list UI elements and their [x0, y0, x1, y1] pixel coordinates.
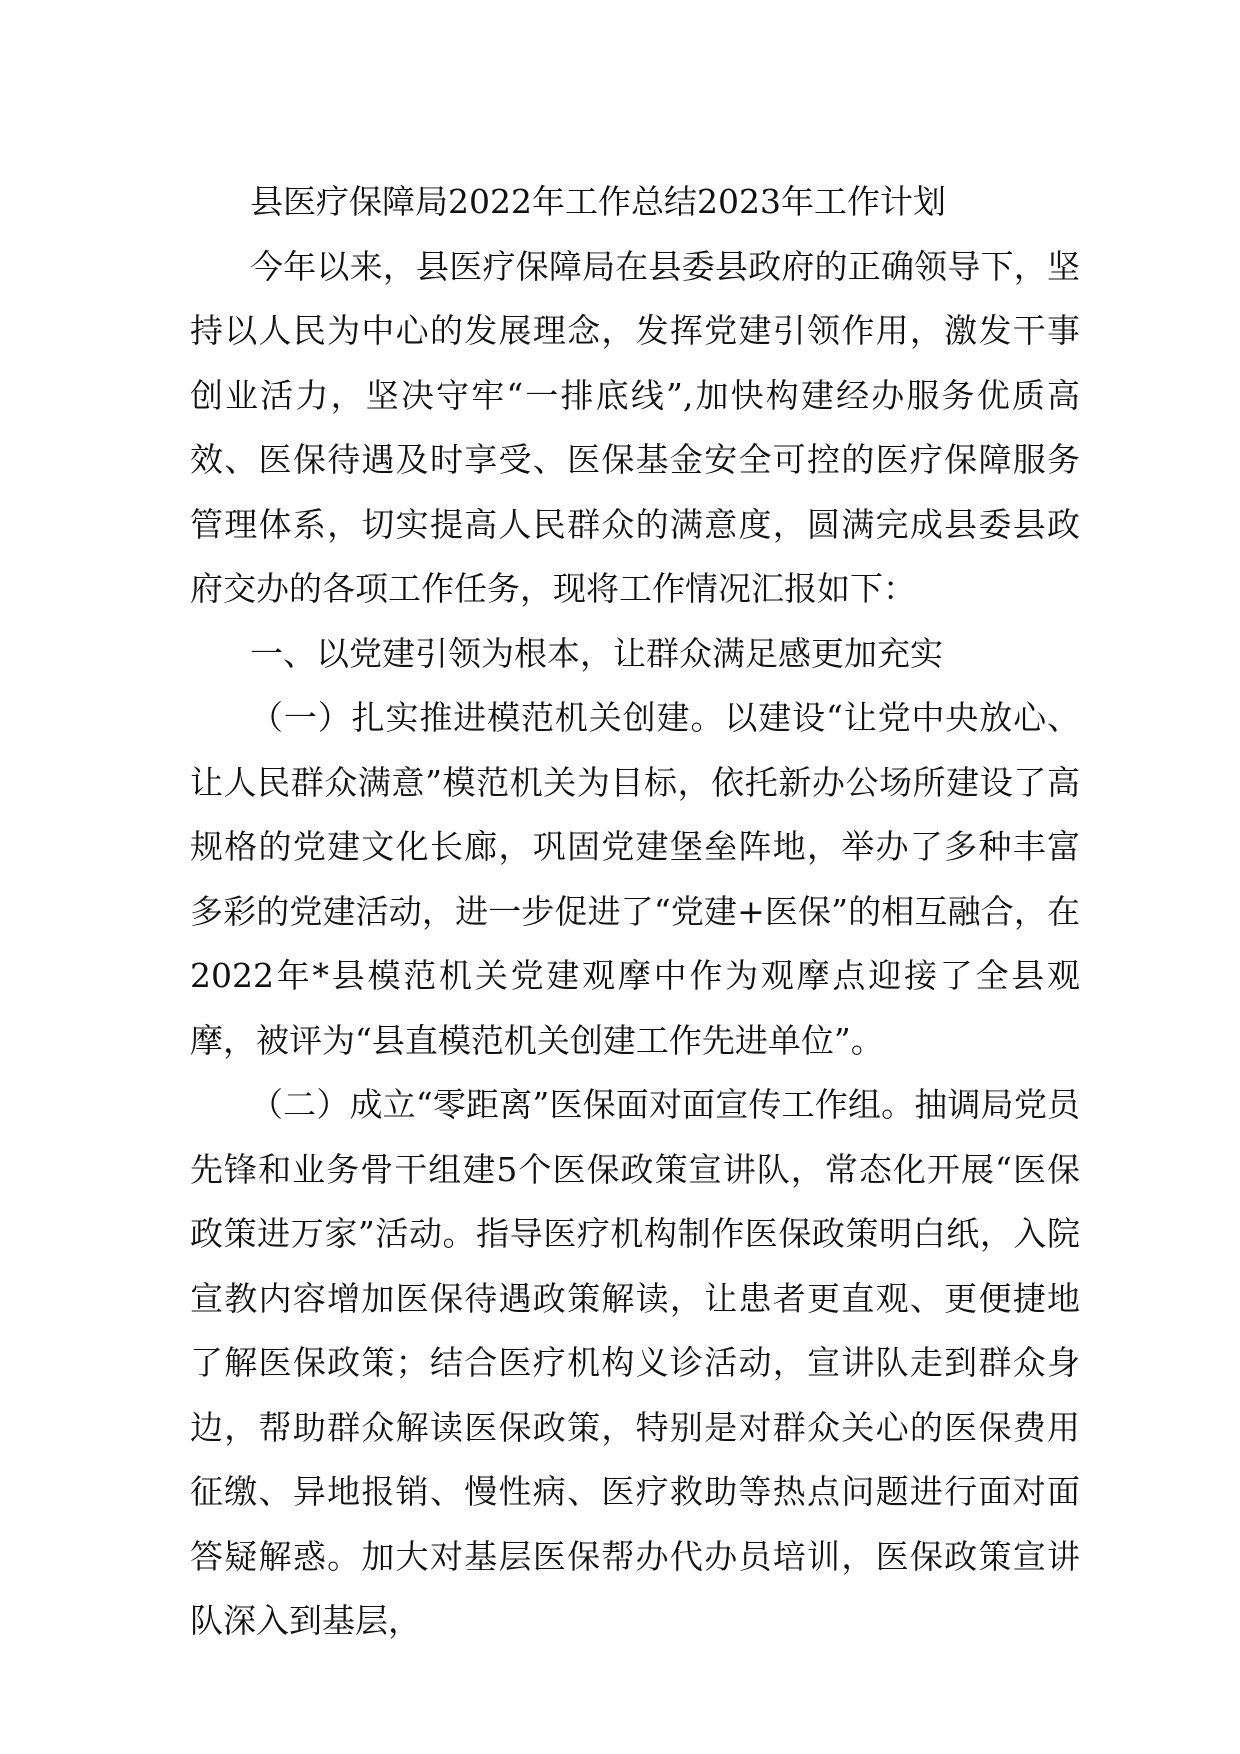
intro-paragraph: 今年以来，县医疗保障局在县委县政府的正确领导下，坚持以人民为中心的发展理念，发挥党建引领作用，激发干事创业活力，坚决守牢“一排底线”,加快构建经办服务优质高效、医保待遇及时享受、医保基金安全可控的医疗保障服务管理体系，切实提高人民群众的满意度，圆满完成县委县政府交办的各项工作任务，现将工作情况汇报如下：: [190, 246, 1080, 608]
subsection-paragraph-1: （一）扎实推进模范机关创建。以建设“让党中央放心、让人民群众满意”模范机关为目标，依托新办公场所建设了高规格的党建文化长廊，巩固党建堡垒阵地，举办了多种丰富多彩的党建活动，进一步促进了“党建+医保”的相互融合，在2022年*县模范机关党建观摩中作为观摩点迎接了全县观摩，被评为“县直模范机关创建工作先进单位”。: [190, 698, 1080, 1060]
document-body: [190, 170, 1080, 1654]
section-heading: 一、以党建引领为根本，让群众满足感更加充实: [250, 633, 943, 673]
document-title: 县医疗保障局2022年工作总结2023年工作计划: [250, 182, 946, 221]
subsection-paragraph-2: （二）成立“零距离”医保面对面宣传工作组。抽调局党员先锋和业务骨干组建5个医保政策宣讲队，常态化开展“医保政策进万家”活动。指导医疗机构制作医保政策明白纸，入院宣教内容增加医保待遇政策解读，让患者更直观、更便捷地了解医保政策；结合医疗机构义诊活动，宣讲队走到群众身边，帮助群众解读医保政策，特别是对群众关心的医保费用征缴、异地报销、慢性病、医疗救助等热点问题进行面对面答疑解惑。加大对基层医保帮办代办员培训，医保政策宣讲队深入到基层，: [190, 1085, 1080, 1640]
